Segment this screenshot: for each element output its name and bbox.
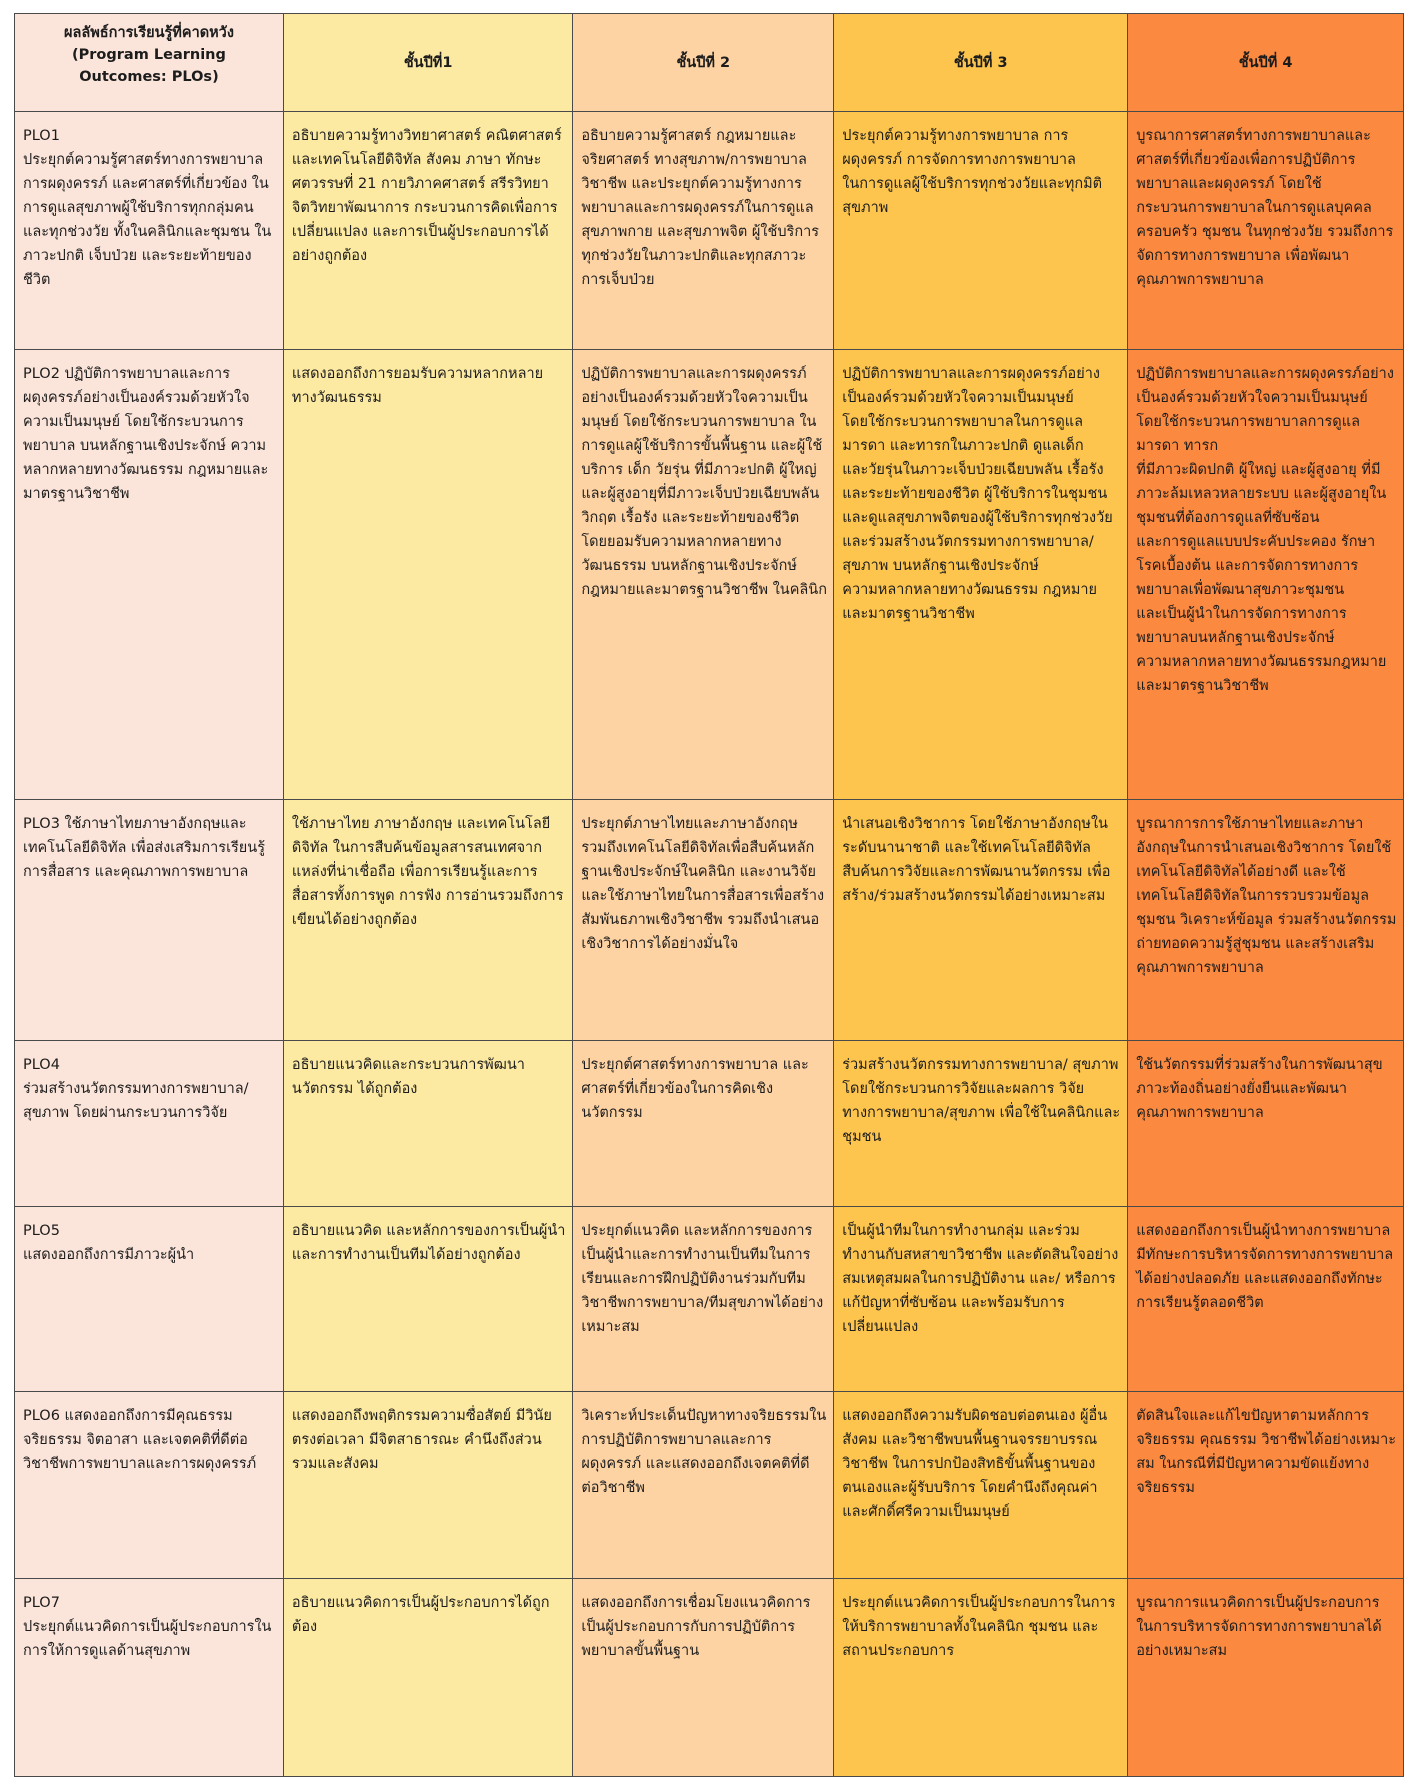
- table-row-plo3: [15, 800, 1404, 1041]
- plo4-year2: ประยุกต์ศาสตร์ทางการพยาบาล และศาสตร์ที่เกี่ยวข้องในการคิดเชิงนวัตกรรม: [573, 1041, 834, 1207]
- header-year-3: ชั้นปีที่ 3: [834, 14, 1128, 112]
- header-row: [15, 14, 1404, 112]
- table-row-plo6: [15, 1392, 1404, 1579]
- plo5-year2: ประยุกต์แนวคิด และหลักการของการเป็นผู้นำและการทำงานเป็นทีมในการเรียนและการฝึกปฏิบัติงานร่วมกับทีมวิชาชีพการพยาบาล/ทีมสุขภาพได้อย่างเหมาะสม: [573, 1207, 834, 1392]
- plo3-year3: นำเสนอเชิงวิชาการ โดยใช้ภาษาอังกฤษในระดับนานาชาติ และใช้เทคโนโลยีดิจิทัล สืบค้นการวิจัยและการพัฒนานวัตกรรม เพื่อสร้าง/ร่วมสร้างนวัตกรรมได้อย่างเหมาะสม: [834, 800, 1128, 1041]
- plo3-year2: ประยุกต์ภาษาไทยและภาษาอังกฤษ รวมถึงเทคโนโลยีดิจิทัลเพื่อสืบค้นหลักฐานเชิงประจักษ์ในคลินิก และงานวิจัย และใช้ภาษาไทยในการสื่อสารเพื่อสร้างสัมพันธภาพเชิงวิชาชีพ รวมถึงนำเสนอเชิงวิชาการได้อย่างมั่นใจ: [573, 800, 834, 1041]
- plo4-year1: อธิบายแนวคิดและกระบวนการพัฒนานวัตกรรม ได้ถูกต้อง: [283, 1041, 572, 1207]
- table-row-plo5: [15, 1207, 1404, 1392]
- plo6-year4: ตัดสินใจและแก้ไขปัญหาตามหลักการจริยธรรม คุณธรรม วิชาชีพได้อย่างเหมาะสม ในกรณีที่มีปัญหาความขัดแย้งทางจริยธรรม: [1128, 1392, 1404, 1579]
- header-year-2: ชั้นปีที่ 2: [573, 14, 834, 112]
- header-plo: ผลลัพธ์การเรียนรู้ที่คาดหวัง (Program Learning Outcomes: PLOs): [15, 14, 284, 112]
- plo1-year3: ประยุกต์ความรู้ทางการพยาบาล การผดุงครรภ์ การจัดการทางการพยาบาล ในการดูแลผู้ใช้บริการทุกช่วงวัยและทุกมิติสุขภาพ: [834, 112, 1128, 350]
- plo2-year2: ปฏิบัติการพยาบาลและการผดุงครรภ์อย่างเป็นองค์รวมด้วยหัวใจความเป็นมนุษย์ โดยใช้กระบวนการพยาบาล ในการดูแลผู้ใช้บริการขั้นพื้นฐาน และผู้ใช้บริการ เด็ก วัยรุ่น ที่มีภาวะปกติ ผู้ใหญ่และผู้สูงอายุที่มีภาวะเจ็บป่วยเฉียบพลัน วิกฤต เรื้อรัง และระยะท้ายของชีวิต โดยยอมรับความหลากหลายทางวัฒนธรรม บนหลักฐานเชิงประจักษ์ กฎหมายและมาตรฐานวิชาชีพ ในคลินิก: [573, 349, 834, 800]
- table-row-plo2: [15, 349, 1404, 800]
- plo1-description: PLO1 ประยุกต์ความรู้ศาสตร์ทางการพยาบาล การผดุงครรภ์ และศาสตร์ที่เกี่ยวข้อง ในการดูแลสุขภาพผู้ใช้บริการทุกกลุ่มคนและทุกช่วงวัย ทั้งในคลินิกและชุมชน ในภาวะปกติ เจ็บป่วย และระยะท้ายของชีวิต: [15, 112, 284, 350]
- header-year-4: ชั้นปีที่ 4: [1128, 14, 1404, 112]
- plo7-year2: แสดงออกถึงการเชื่อมโยงแนวคิดการเป็นผู้ประกอบการกับการปฏิบัติการพยาบาลขั้นพื้นฐาน: [573, 1579, 834, 1777]
- table-row-plo7: [15, 1579, 1404, 1777]
- plo3-year1: ใช้ภาษาไทย ภาษาอังกฤษ และเทคโนโลยีดิจิทัล ในการสืบค้นข้อมูลสารสนเทศจากแหล่งที่น่าเชื่อถือ เพื่อการเรียนรู้และการสื่อสารทั้งการพูด การฟัง การอ่านรวมถึงการเขียนได้อย่างถูกต้อง: [283, 800, 572, 1041]
- plo5-year4: แสดงออกถึงการเป็นผู้นำทางการพยาบาล มีทักษะการบริหารจัดการทางการพยาบาลได้อย่างปลอดภัย และแสดงออกถึงทักษะการเรียนรู้ตลอดชีวิต: [1128, 1207, 1404, 1392]
- plo5-year3: เป็นผู้นำทีมในการทำงานกลุ่ม และร่วมทำงานกับสหสาขาวิชาชีพ และตัดสินใจอย่างสมเหตุสมผลในการปฏิบัติงาน และ/ หรือการแก้ปัญหาที่ซับซ้อน และพร้อมรับการเปลี่ยนแปลง: [834, 1207, 1128, 1392]
- plo3-year4: บูรณาการการใช้ภาษาไทยและภาษาอังกฤษในการนำเสนอเชิงวิชาการ โดยใช้เทคโนโลยีดิจิทัลได้อย่างดี และใช้เทคโนโลยีดิจิทัลในการรวบรวมข้อมูลชุมชน วิเคราะห์ข้อมูล ร่วมสร้างนวัตกรรม ถ่ายทอดความรู้สู่ชุมชน และสร้างเสริมคุณภาพการพยาบาล: [1128, 800, 1404, 1041]
- plo2-description: PLO2 ปฏิบัติการพยาบาลและการผดุงครรภ์อย่างเป็นองค์รวมด้วยหัวใจความเป็นมนุษย์ โดยใช้กระบวนการพยาบาล บนหลักฐานเชิงประจักษ์ ความหลากหลายทางวัฒนธรรม กฎหมายและมาตรฐานวิชาชีพ: [15, 349, 284, 800]
- plo7-year4: บูรณาการแนวคิดการเป็นผู้ประกอบการ ในการบริหารจัดการทางการพยาบาลได้อย่างเหมาะสม: [1128, 1579, 1404, 1777]
- plo7-year3: ประยุกต์แนวคิดการเป็นผู้ประกอบการในการให้บริการพยาบาลทั้งในคลินิก ชุมชน และสถานประกอบการ: [834, 1579, 1128, 1777]
- table-row-plo1: [15, 112, 1404, 350]
- plo7-description: PLO7 ประยุกต์แนวคิดการเป็นผู้ประกอบการในการให้การดูแลด้านสุขภาพ: [15, 1579, 284, 1777]
- plo5-description: PLO5 แสดงออกถึงการมีภาวะผู้นำ: [15, 1207, 284, 1392]
- plo1-year4: บูรณาการศาสตร์ทางการพยาบาลและศาสตร์ที่เกี่ยวข้องเพื่อการปฏิบัติการพยาบาลและผดุงครรภ์ โดยใช้กระบวนการพยาบาลในการดูแลบุคคล ครอบครัว ชุมชน ในทุกช่วงวัย รวมถึงการจัดการทางการพยาบาล เพื่อพัฒนาคุณภาพการพยาบาล: [1128, 112, 1404, 350]
- header-year-1: ชั้นปีที่1: [283, 14, 572, 112]
- plo1-year2: อธิบายความรู้ศาสตร์ กฎหมายและจริยศาสตร์ ทางสุขภาพ/การพยาบาลวิชาชีพ และประยุกต์ความรู้ทางการพยาบาลและการผดุงครรภ์ในการดูแลสุขภาพกาย และสุขภาพจิต ผู้ใช้บริการทุกช่วงวัยในภาวะปกติและทุกสภาวะการเจ็บป่วย: [573, 112, 834, 350]
- plo4-year4: ใช้นวัตกรรมที่ร่วมสร้างในการพัฒนาสุขภาวะท้องถิ่นอย่างยั่งยืนและพัฒนาคุณภาพการพยาบาล: [1128, 1041, 1404, 1207]
- plo1-year1: อธิบายความรู้ทางวิทยาศาสตร์ คณิตศาสตร์ และเทคโนโลยีดิจิทัล สังคม ภาษา ทักษะศตวรรษที่ 21 กายวิภาคศาสตร์ สรีรวิทยา จิตวิทยาพัฒนาการ กระบวนการคิดเพื่อการเปลี่ยนแปลง และการเป็นผู้ประกอบการได้อย่างถูกต้อง: [283, 112, 572, 350]
- plo6-description: PLO6 แสดงออกถึงการมีคุณธรรม จริยธรรม จิตอาสา และเจตคติที่ดีต่อวิชาชีพการพยาบาลและการผดุงครรภ์: [15, 1392, 284, 1579]
- plo-table: [14, 13, 1404, 1777]
- plo4-description: PLO4 ร่วมสร้างนวัตกรรมทางการพยาบาล/ สุขภาพ โดยผ่านกระบวนการวิจัย: [15, 1041, 284, 1207]
- plo7-year1: อธิบายแนวคิดการเป็นผู้ประกอบการได้ถูกต้อง: [283, 1579, 572, 1777]
- plo4-year3: ร่วมสร้างนวัตกรรมทางการพยาบาล/ สุขภาพ โดยใช้กระบวนการวิจัยและผลการ วิจัยทางการพยาบาล/สุขภาพ เพื่อใช้ในคลินิกและชุมชน: [834, 1041, 1128, 1207]
- plo6-year3: แสดงออกถึงความรับผิดชอบต่อตนเอง ผู้อื่น สังคม และวิชาชีพบนพื้นฐานจรรยาบรรณวิชาชีพ ในการปกป้องสิทธิขั้นพื้นฐานของตนเองและผู้รับบริการ โดยคำนึงถึงคุณค่า และศักดิ์ศรีความเป็นมนุษย์: [834, 1392, 1128, 1579]
- table-row-plo4: [15, 1041, 1404, 1207]
- plo3-description: PLO3 ใช้ภาษาไทยภาษาอังกฤษและเทคโนโลยีดิจิทัล เพื่อส่งเสริมการเรียนรู้ การสื่อสาร และคุณภาพการพยาบาล: [15, 800, 284, 1041]
- plo2-year4: ปฏิบัติการพยาบาลและการผดุงครรภ์อย่างเป็นองค์รวมด้วยหัวใจความเป็นมนุษย์ โดยใช้กระบวนการพยาบาลการดูแล มารดา ทารก ที่มีภาวะผิดปกติ ผู้ใหญ่ และผู้สูงอายุ ที่มีภาวะล้มเหลวหลายระบบ และผู้สูงอายุในชุมชนที่ต้องการดูแลที่ซับซ้อน และการดูแลแบบประคับประคอง รักษาโรคเบื้องต้น และการจัดการทางการพยาบาลเพื่อพัฒนาสุขภาวะชุมชน และเป็นผู้นำในการจัดการทางการพยาบาลบนหลักฐานเชิงประจักษ์ ความหลากหลายทางวัฒนธรรมกฎหมายและมาตรฐานวิชาชีพ: [1128, 349, 1404, 800]
- plo2-year3: ปฏิบัติการพยาบาลและการผดุงครรภ์อย่างเป็นองค์รวมด้วยหัวใจความเป็นมนุษย์ โดยใช้กระบวนการพยาบาลในการดูแลมารดา และทารกในภาวะปกติ ดูแลเด็ก และวัยรุ่นในภาวะเจ็บป่วยเฉียบพลัน เรื้อรัง และระยะท้ายของชีวิต ผู้ใช้บริการในชุมชนและดูแลสุขภาพจิตของผู้ใช้บริการทุกช่วงวัย และร่วมสร้างนวัตกรรมทางการพยาบาล/สุขภาพ บนหลักฐานเชิงประจักษ์ ความหลากหลายทางวัฒนธรรม กฎหมายและมาตรฐานวิชาชีพ: [834, 349, 1128, 800]
- plo6-year2: วิเคราะห์ประเด็นปัญหาทางจริยธรรมในการปฏิบัติการพยาบาลและการผดุงครรภ์ และแสดงออกถึงเจตคติที่ดีต่อวิชาชีพ: [573, 1392, 834, 1579]
- plo6-year1: แสดงออกถึงพฤติกรรมความซื่อสัตย์ มีวินัย ตรงต่อเวลา มีจิตสาธารณะ คำนึงถึงส่วนรวมและสังคม: [283, 1392, 572, 1579]
- plo5-year1: อธิบายแนวคิด และหลักการของการเป็นผู้นำและการทำงานเป็นทีมได้อย่างถูกต้อง: [283, 1207, 572, 1392]
- plo2-year1: แสดงออกถึงการยอมรับความหลากหลายทางวัฒนธรรม: [283, 349, 572, 800]
